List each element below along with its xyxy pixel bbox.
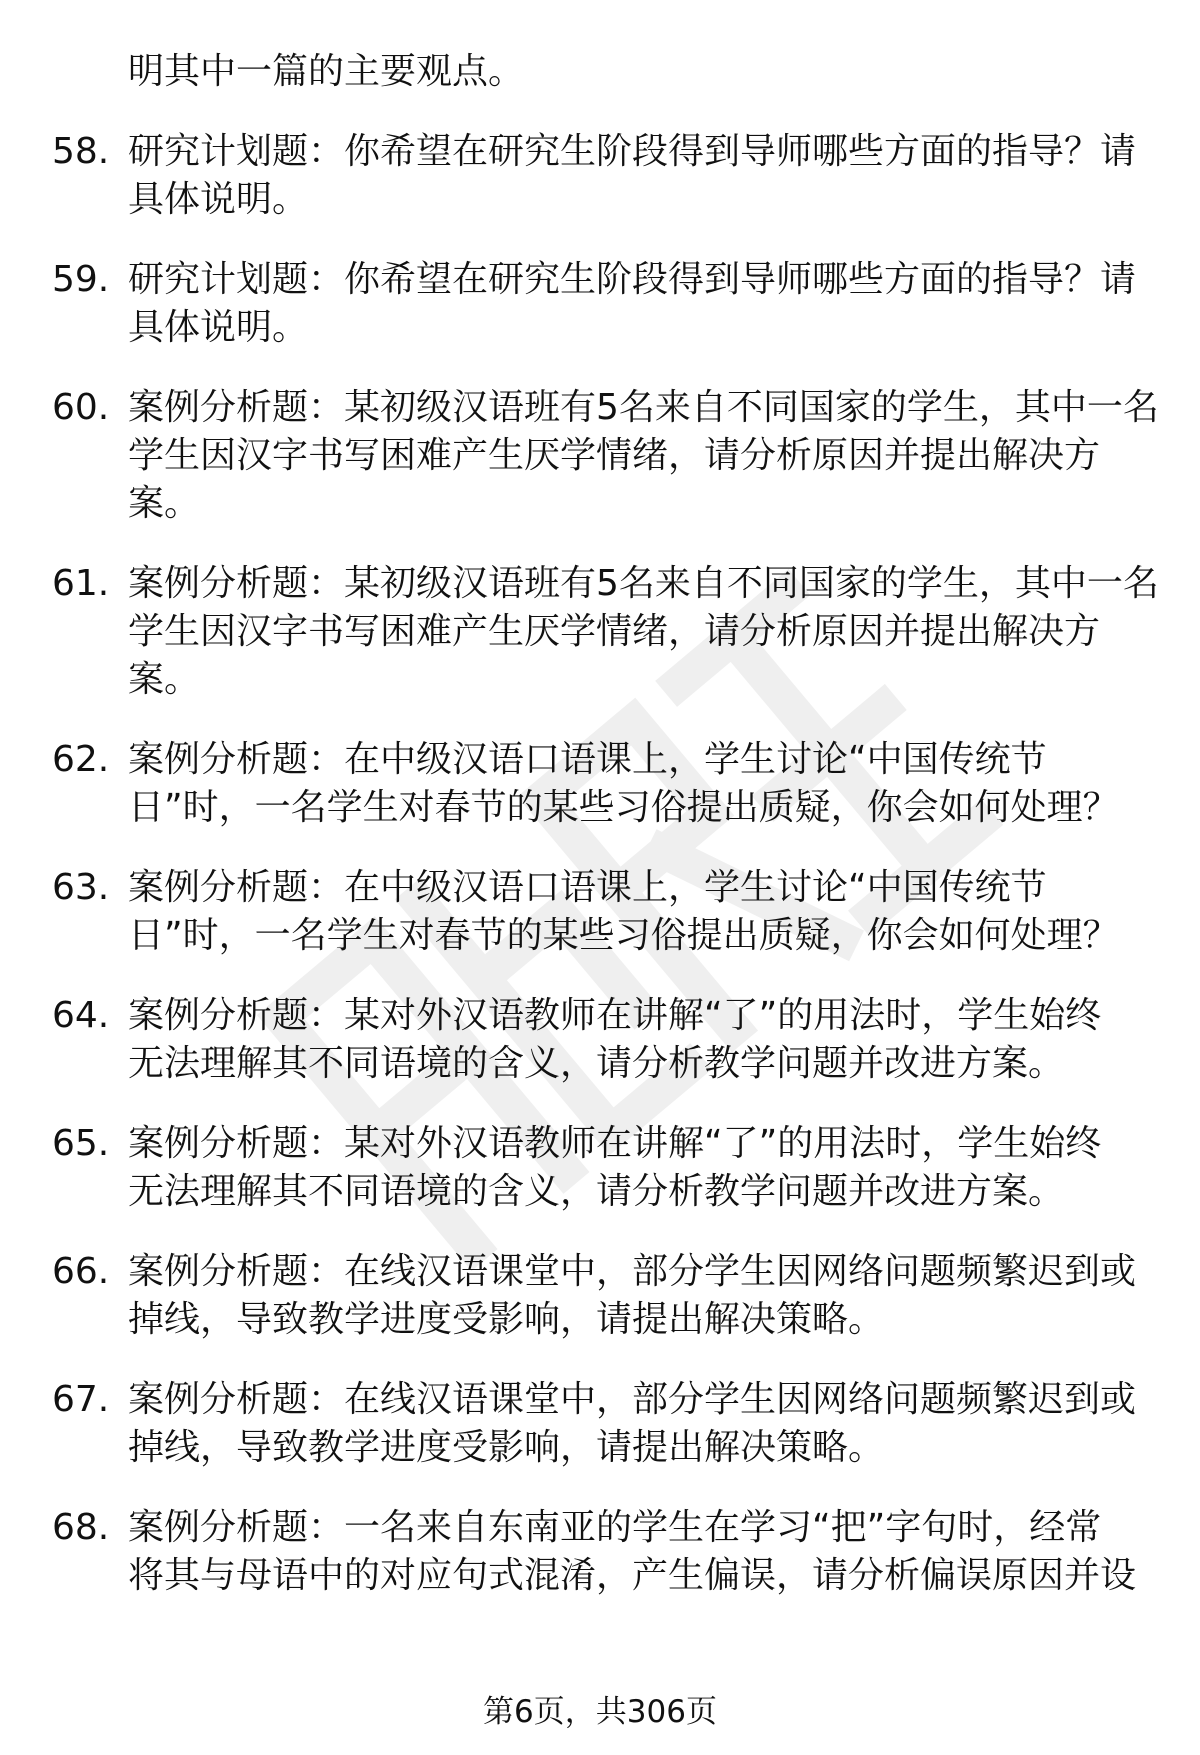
list-item [52,1376,1162,1472]
item-number: 64. [52,995,110,1036]
list-item [52,864,1162,960]
list-item [52,1504,1162,1600]
item-number: 60. [52,387,110,428]
item-text: 案例分析题：在中级汉语口语课上，学生讨论“中国传统节 日”时，一名学生对春节的某些习俗提出质疑，你会如何处理？ [128,739,1119,828]
item-text: 案例分析题：某初级汉语班有5名来自不同国家的学生，其中一名 学生因汉字书写困难产生厌学情绪，请分析原因并提出解决方 案。 [128,563,1159,700]
list-item [52,1120,1162,1216]
continued-text: 明其中一篇的主要观点。 [128,51,525,92]
item-number: 58. [52,131,110,172]
item-number: 63. [52,867,110,908]
item-number: 67. [52,1379,110,1420]
question-list [52,48,1162,1632]
list-item [52,1248,1162,1344]
item-number: 68. [52,1507,110,1548]
list-item [52,736,1162,832]
item-number: 62. [52,739,110,780]
item-text: 案例分析题：在线汉语课堂中，部分学生因网络问题频繁迟到或 掉线，导致教学进度受影响，请提出解决策略。 [128,1379,1137,1468]
list-item [52,128,1162,224]
item-number: 59. [52,259,110,300]
item-text: 案例分析题：在中级汉语口语课上，学生讨论“中国传统节 日”时，一名学生对春节的某些习俗提出质疑，你会如何处理？ [128,867,1119,956]
list-item [52,560,1162,704]
item-text: 案例分析题：在线汉语课堂中，部分学生因网络问题频繁迟到或 掉线，导致教学进度受影响，请提出解决策略。 [128,1251,1137,1340]
page-footer: 第6页，共306页 [483,1694,717,1730]
list-item [52,992,1162,1088]
list-item [52,256,1162,352]
list-item [52,384,1162,528]
item-text: 案例分析题：某初级汉语班有5名来自不同国家的学生，其中一名 学生因汉字书写困难产生厌学情绪，请分析原因并提出解决方 案。 [128,387,1159,524]
item-text: 案例分析题：某对外汉语教师在讲解“了”的用法时，学生始终 无法理解其不同语境的含义，请分析教学问题并改进方案。 [128,1123,1102,1212]
item-text: 案例分析题：一名来自东南亚的学生在学习“把”字句时，经常 将其与母语中的对应句式混淆，产生偏误，请分析偏误原因并设 [128,1507,1137,1596]
item-number: 65. [52,1123,110,1164]
item-number: 66. [52,1251,110,1292]
item-text: 案例分析题：某对外汉语教师在讲解“了”的用法时，学生始终 无法理解其不同语境的含义，请分析教学问题并改进方案。 [128,995,1102,1084]
item-text: 研究计划题：你希望在研究生阶段得到导师哪些方面的指导？请 具体说明。 [128,259,1137,348]
item-number: 61. [52,563,110,604]
item-text: 研究计划题：你希望在研究生阶段得到导师哪些方面的指导？请 具体说明。 [128,131,1137,220]
